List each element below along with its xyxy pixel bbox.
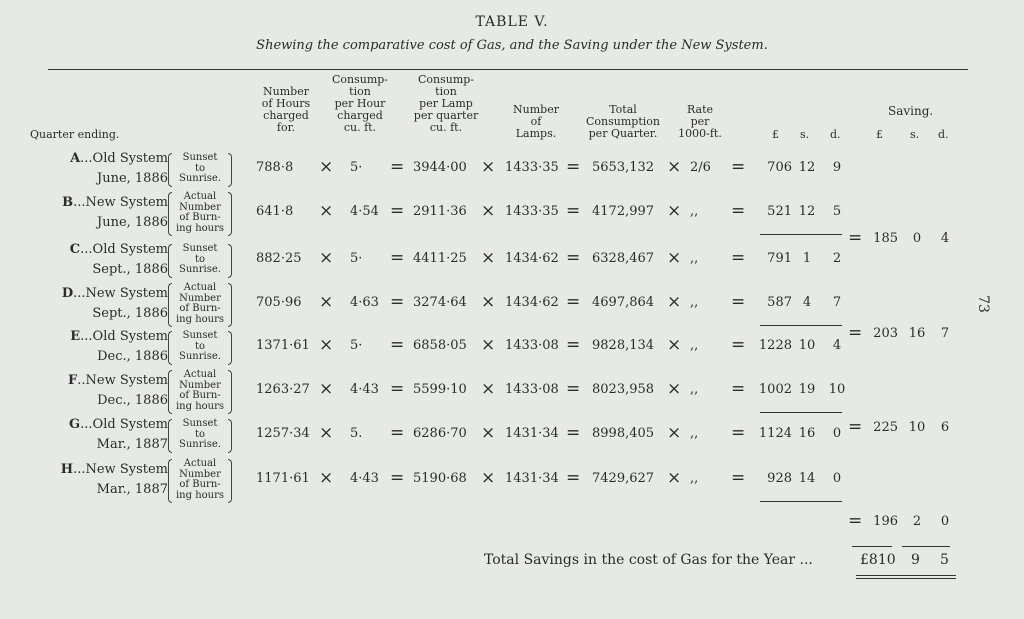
cost-shillings: 16: [798, 426, 816, 441]
total-savings-label: Total Savings in the cost of Gas for the Year ...: [484, 552, 813, 568]
equals-sign: =: [566, 248, 581, 268]
right-brace: [228, 153, 232, 187]
equals-sign: =: [390, 292, 405, 312]
per-hour-value: 4·43: [350, 382, 379, 397]
quarter-date: Dec., 1886: [97, 393, 168, 408]
equals-sign: =: [731, 248, 746, 268]
lamps-value: 1434·62: [505, 295, 559, 310]
total-consumption-value: 4172,997: [592, 204, 655, 219]
quarter-label: [8, 371, 168, 411]
header-shillings: s.: [800, 128, 810, 141]
equals-sign: =: [731, 468, 746, 488]
lamps-value: 1434·62: [505, 251, 559, 266]
total-consumption-value: 5653,132: [592, 160, 655, 175]
per-lamp-value: 3274·64: [413, 295, 467, 310]
equals-sign: =: [566, 468, 581, 488]
equals-sign: =: [566, 201, 581, 221]
rate-value: ,,: [690, 338, 699, 353]
equals-sign: =: [390, 157, 405, 177]
cost-pence: 0: [832, 426, 842, 441]
quarter-label: [8, 240, 168, 280]
quarter-date: Sept., 1886: [92, 262, 168, 277]
cost-pounds: 928: [767, 471, 792, 486]
hours-type-line: Number: [179, 468, 221, 480]
times-sign: ×: [481, 379, 496, 399]
equals-sign: =: [731, 157, 746, 177]
times-sign: ×: [667, 468, 682, 488]
hours-value: 1371·61: [256, 338, 310, 353]
saving-shillings: 16: [908, 326, 926, 341]
header-lamps: Number of Lamps.: [513, 103, 559, 140]
per-hour-value: 4·63: [350, 295, 379, 310]
hours-type-line: to: [194, 340, 206, 352]
hours-type-line: Sunset: [182, 418, 218, 430]
rate-value: ,,: [690, 251, 699, 266]
cost-pence: 9: [832, 160, 842, 175]
per-lamp-value: 2911·36: [413, 204, 467, 219]
quarter-system-text: ...Old System: [80, 151, 168, 166]
hours-type: [166, 368, 234, 416]
cost-shillings: 1: [802, 251, 812, 266]
cost-pence: 2: [832, 251, 842, 266]
left-brace: [168, 244, 172, 278]
hours-type-line: Sunrise.: [179, 264, 221, 276]
hours-type-line: to: [194, 162, 206, 174]
equals-sign: =: [566, 379, 581, 399]
total-consumption-value: 8023,958: [592, 382, 655, 397]
quarter-system-text: ...New System: [73, 286, 168, 301]
header-pounds: £: [772, 128, 779, 141]
per-lamp-value: 5190·68: [413, 471, 467, 486]
times-sign: ×: [481, 157, 496, 177]
hours-type-line: ing hours: [175, 489, 225, 501]
lamps-value: 1433·08: [505, 338, 559, 353]
hours-type-line: Sunset: [182, 152, 218, 164]
hours-type: [166, 242, 234, 280]
cost-shillings: 12: [798, 160, 816, 175]
times-sign: ×: [667, 201, 682, 221]
quarter-label: [8, 327, 168, 367]
hours-type-line: ing hours: [175, 400, 225, 412]
equals-sign: =: [390, 335, 405, 355]
times-sign: ×: [319, 423, 334, 443]
per-lamp-value: 6858·05: [413, 338, 467, 353]
right-brace: [228, 331, 232, 365]
quarter-label: [8, 193, 168, 233]
equals-sign: =: [731, 379, 746, 399]
equals-sign: =: [566, 335, 581, 355]
total-consumption-value: 8998,405: [592, 426, 655, 441]
header-saving-pence: d.: [938, 128, 949, 141]
rate-value: ,,: [690, 295, 699, 310]
hours-type-line: ing hours: [175, 313, 225, 325]
quarter-system-text: ...Old System: [80, 242, 168, 257]
rate-value: ,,: [690, 204, 699, 219]
equals-sign: =: [390, 423, 405, 443]
equals-sign: =: [566, 423, 581, 443]
quarter-date: Dec., 1886: [97, 349, 168, 364]
equals-sign: =: [848, 511, 863, 531]
equals-sign: =: [566, 157, 581, 177]
hours-type-line: Number: [179, 201, 221, 213]
rate-value: ,,: [690, 426, 699, 441]
cost-pounds: 587: [767, 295, 792, 310]
cost-shillings: 12: [798, 204, 816, 219]
hours-type-line: of Burn-: [179, 212, 221, 223]
lamps-value: 1433·08: [505, 382, 559, 397]
right-brace: [228, 419, 232, 453]
quarter-letter: A: [70, 151, 81, 166]
quarter-system: [8, 240, 168, 260]
equals-sign: =: [390, 201, 405, 221]
quarter-letter: C: [69, 242, 81, 257]
left-brace: [168, 459, 172, 503]
equals-sign: =: [731, 423, 746, 443]
times-sign: ×: [481, 201, 496, 221]
quarter-system: [8, 284, 168, 304]
times-sign: ×: [667, 335, 682, 355]
hours-value: 788·8: [256, 160, 294, 175]
lamps-value: 1433·35: [505, 160, 559, 175]
quarter-system: [8, 149, 168, 169]
hours-type-line: ing hours: [175, 222, 225, 234]
saving-shillings: 0: [912, 231, 922, 246]
quarter-letter: H: [60, 462, 74, 477]
per-hour-value: 5.: [350, 426, 363, 441]
cost-pounds: 791: [767, 251, 792, 266]
saving-pounds: 203: [873, 326, 898, 341]
total-top-rule-2: [902, 546, 950, 547]
quarter-label: [8, 460, 168, 500]
left-brace: [168, 419, 172, 453]
hours-value: 882·25: [256, 251, 302, 266]
hours-type: [166, 281, 234, 329]
equals-sign: =: [566, 292, 581, 312]
quarter-system-text: ...Old System: [80, 417, 168, 432]
saving-pounds: 185: [873, 231, 898, 246]
per-hour-value: 4·54: [350, 204, 379, 219]
header-per-hour: Consump- tion per Hour charged cu. ft.: [331, 73, 389, 134]
equals-sign: =: [848, 323, 863, 343]
saving-shillings: 2: [912, 514, 922, 529]
times-sign: ×: [481, 248, 496, 268]
times-sign: ×: [319, 379, 334, 399]
total-pence: 5: [940, 552, 949, 568]
hours-type: [166, 417, 234, 455]
quarter-label: [8, 284, 168, 324]
saving-pounds: 196: [873, 514, 898, 529]
saving-pence: 0: [940, 514, 950, 529]
cost-pounds: 1228: [758, 338, 792, 353]
per-lamp-value: 3944·00: [413, 160, 467, 175]
hours-value: 705·96: [256, 295, 302, 310]
cost-pounds: 1124: [758, 426, 792, 441]
hours-value: 1257·34: [256, 426, 310, 441]
left-brace: [168, 283, 172, 327]
hours-type: [166, 190, 234, 238]
cost-pence: 10: [828, 382, 846, 397]
quarter-letter: F: [68, 373, 78, 388]
subtotal-rule: [760, 234, 842, 235]
header-per-lamp: Consump- tion per Lamp per quarter cu. ft.: [413, 73, 479, 134]
hours-type-line: Actual: [183, 369, 217, 380]
saving-pounds: 225: [873, 420, 898, 435]
saving-pence: 6: [940, 420, 950, 435]
saving-shillings: 10: [908, 420, 926, 435]
quarter-date: Mar., 1887: [96, 437, 168, 452]
cost-pence: 7: [832, 295, 842, 310]
right-brace: [228, 459, 232, 503]
lamps-value: 1431·34: [505, 426, 559, 441]
times-sign: ×: [667, 157, 682, 177]
per-hour-value: 5·: [350, 338, 363, 353]
hours-type-line: Sunset: [182, 330, 218, 342]
quarter-letter: D: [61, 286, 74, 301]
total-double-rule-bottom: [856, 578, 956, 579]
times-sign: ×: [319, 248, 334, 268]
quarter-label: [8, 149, 168, 189]
cost-shillings: 14: [798, 471, 816, 486]
equals-sign: =: [731, 335, 746, 355]
quarter-date: June, 1886: [97, 171, 168, 186]
saving-pence: 4: [940, 231, 950, 246]
header-saving-shillings: s.: [910, 128, 920, 141]
quarter-system-text: ..New System: [77, 373, 168, 388]
header-quarter: Quarter ending.: [30, 128, 120, 141]
times-sign: ×: [667, 379, 682, 399]
right-brace: [228, 283, 232, 327]
times-sign: ×: [667, 248, 682, 268]
quarter-system: [8, 327, 168, 347]
times-sign: ×: [481, 468, 496, 488]
left-brace: [168, 153, 172, 187]
hours-value: 1171·61: [256, 471, 310, 486]
page-number: 73: [974, 295, 991, 313]
left-brace: [168, 192, 172, 236]
quarter-system-text: ...Old System: [80, 329, 168, 344]
rate-value: ,,: [690, 471, 699, 486]
quarter-system: [8, 371, 168, 391]
equals-sign: =: [390, 468, 405, 488]
right-brace: [228, 370, 232, 414]
total-consumption-value: 6328,467: [592, 251, 655, 266]
times-sign: ×: [481, 292, 496, 312]
rate-value: ,,: [690, 382, 699, 397]
times-sign: ×: [667, 423, 682, 443]
equals-sign: =: [390, 379, 405, 399]
total-double-rule-top: [856, 575, 956, 576]
cost-pounds: 706: [767, 160, 792, 175]
times-sign: ×: [481, 423, 496, 443]
total-consumption-value: 4697,864: [592, 295, 655, 310]
hours-value: 1263·27: [256, 382, 310, 397]
times-sign: ×: [319, 335, 334, 355]
hours-type-line: Actual: [183, 458, 217, 469]
header-rule: [48, 69, 968, 70]
hours-type-line: to: [194, 253, 206, 265]
hours-type-line: Sunset: [182, 243, 218, 255]
subtotal-rule: [760, 325, 842, 326]
header-total: Total Consumption per Quarter.: [586, 103, 660, 140]
times-sign: ×: [481, 335, 496, 355]
cost-pounds: 521: [767, 204, 792, 219]
right-brace: [228, 192, 232, 236]
total-shillings: 9: [911, 552, 920, 568]
times-sign: ×: [319, 201, 334, 221]
saving-pence: 7: [940, 326, 950, 341]
quarter-system: [8, 193, 168, 213]
cost-pence: 0: [832, 471, 842, 486]
total-top-rule-1: [852, 546, 892, 547]
per-lamp-value: 6286·70: [413, 426, 467, 441]
times-sign: ×: [667, 292, 682, 312]
total-consumption-value: 7429,627: [592, 471, 655, 486]
per-hour-value: 5·: [350, 160, 363, 175]
hours-type-line: Actual: [183, 282, 217, 293]
equals-sign: =: [848, 228, 863, 248]
quarter-system: [8, 415, 168, 435]
times-sign: ×: [319, 292, 334, 312]
cost-pounds: 1002: [758, 382, 792, 397]
quarter-label: [8, 415, 168, 455]
quarter-date: June, 1886: [97, 215, 168, 230]
times-sign: ×: [319, 468, 334, 488]
lamps-value: 1433·35: [505, 204, 559, 219]
equals-sign: =: [848, 417, 863, 437]
total-pounds: £810: [860, 552, 896, 568]
subtotal-rule: [760, 412, 842, 413]
equals-sign: =: [731, 292, 746, 312]
per-hour-value: 4·43: [350, 471, 379, 486]
times-sign: ×: [319, 157, 334, 177]
left-brace: [168, 370, 172, 414]
quarter-date: Sept., 1886: [92, 306, 168, 321]
hours-type-line: of Burn-: [179, 479, 221, 490]
cost-pence: 4: [832, 338, 842, 353]
quarter-letter: B: [62, 195, 74, 210]
left-brace: [168, 331, 172, 365]
total-consumption-value: 9828,134: [592, 338, 655, 353]
hours-type: [166, 329, 234, 367]
hours-type: [166, 457, 234, 505]
hours-type-line: Sunrise.: [179, 439, 221, 451]
quarter-letter: G: [69, 417, 81, 432]
hours-value: 641·8: [256, 204, 294, 219]
equals-sign: =: [390, 248, 405, 268]
rate-value: 2/6: [690, 160, 711, 175]
header-saving-pounds: £: [876, 128, 883, 141]
right-brace: [228, 244, 232, 278]
per-hour-value: 5·: [350, 251, 363, 266]
cost-shillings: 4: [802, 295, 812, 310]
hours-type-line: Number: [179, 379, 221, 391]
table-title: TABLE V.: [475, 14, 549, 30]
per-lamp-value: 4411·25: [413, 251, 467, 266]
header-pence: d.: [830, 128, 841, 141]
lamps-value: 1431·34: [505, 471, 559, 486]
quarter-system-text: ...New System: [73, 195, 168, 210]
hours-type-line: Sunrise.: [179, 351, 221, 363]
hours-type-line: of Burn-: [179, 390, 221, 401]
hours-type-line: Sunrise.: [179, 173, 221, 185]
equals-sign: =: [731, 201, 746, 221]
quarter-letter: E: [70, 329, 81, 344]
quarter-date: Mar., 1887: [96, 482, 168, 497]
hours-type-line: Number: [179, 292, 221, 304]
hours-type-line: of Burn-: [179, 303, 221, 314]
cost-shillings: 19: [798, 382, 816, 397]
per-lamp-value: 5599·10: [413, 382, 467, 397]
quarter-system: [8, 460, 168, 480]
header-saving: Saving.: [888, 104, 934, 118]
quarter-system-text: ...New System: [73, 462, 168, 477]
header-hours: Number of Hours charged for.: [261, 85, 311, 134]
cost-pence: 5: [832, 204, 842, 219]
hours-type-line: Actual: [183, 191, 217, 202]
hours-type-line: to: [194, 428, 206, 440]
hours-type: [166, 151, 234, 189]
table-subtitle: Shewing the comparative cost of Gas, and the Saving under the New System.: [256, 38, 768, 53]
header-rate: Rate per 1000-ft.: [678, 103, 722, 140]
cost-shillings: 10: [798, 338, 816, 353]
subtotal-rule: [760, 501, 842, 502]
